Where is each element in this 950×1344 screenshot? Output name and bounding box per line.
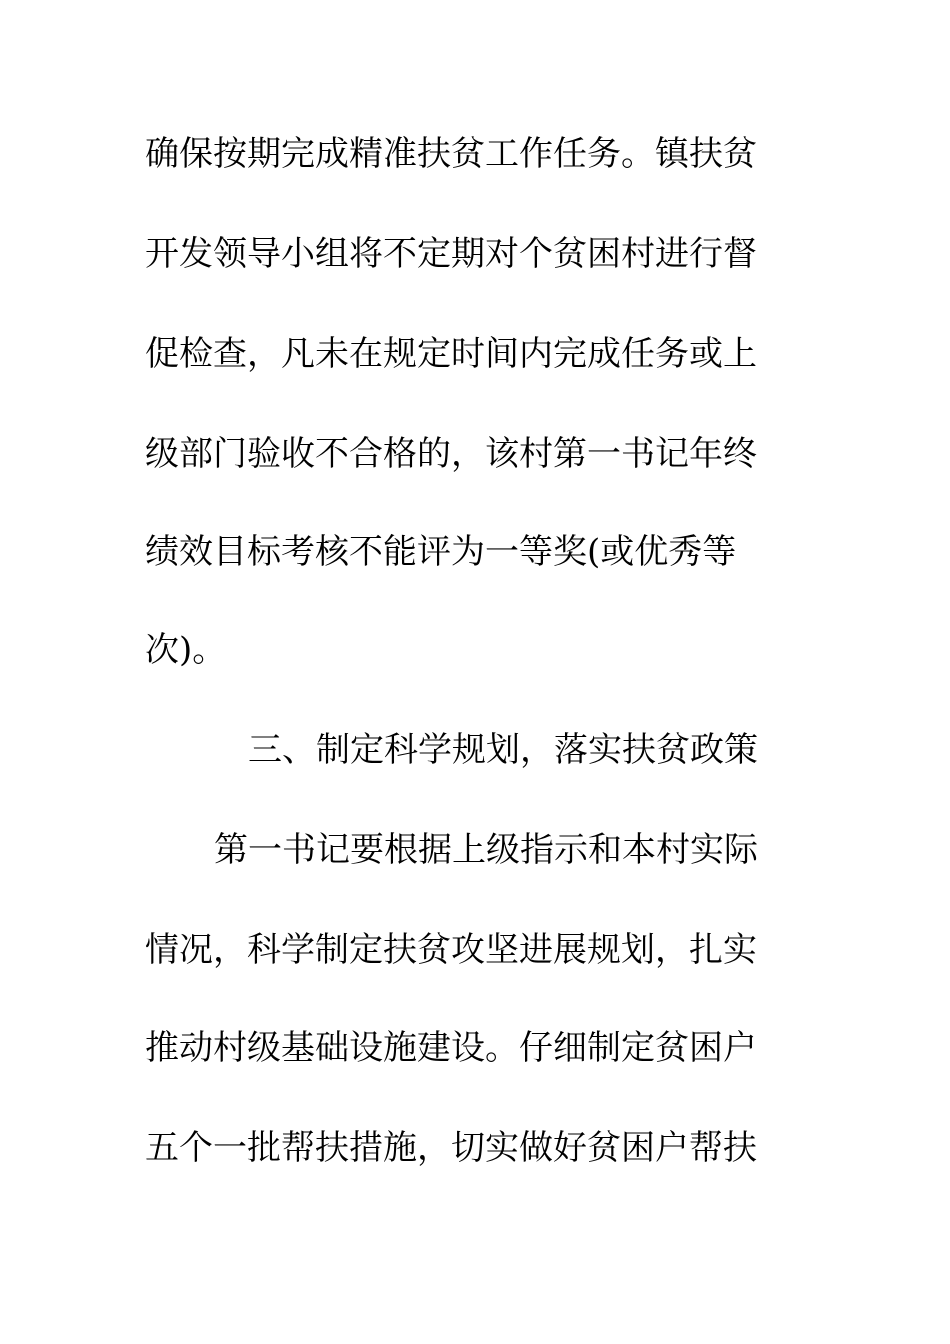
section-heading: 三、制定科学规划，落实扶贫政策 bbox=[248, 730, 758, 770]
paragraph-2-line-2: 情况，科学制定扶贫攻坚进展规划，扎实 bbox=[145, 930, 757, 970]
paragraph-2-line-3: 推动村级基础设施建设。仔细制定贫困户 bbox=[145, 1028, 757, 1068]
paragraph-2-line-4: 五个一批帮扶措施，切实做好贫困户帮扶 bbox=[145, 1128, 757, 1168]
body-text-line-1: 确保按期完成精准扶贫工作任务。镇扶贫 bbox=[145, 134, 757, 174]
body-text-line-2: 开发领导小组将不定期对个贫困村进行督 bbox=[145, 234, 757, 274]
body-text-line-6: 次)。 bbox=[145, 630, 227, 670]
paragraph-2-line-1: 第一书记要根据上级指示和本村实际 bbox=[214, 830, 758, 870]
body-text-line-5: 绩效目标考核不能评为一等奖(或优秀等 bbox=[145, 532, 737, 572]
body-text-line-4: 级部门验收不合格的，该村第一书记年终 bbox=[145, 434, 757, 474]
body-text-line-3: 促检查，凡未在规定时间内完成任务或上 bbox=[145, 334, 757, 374]
